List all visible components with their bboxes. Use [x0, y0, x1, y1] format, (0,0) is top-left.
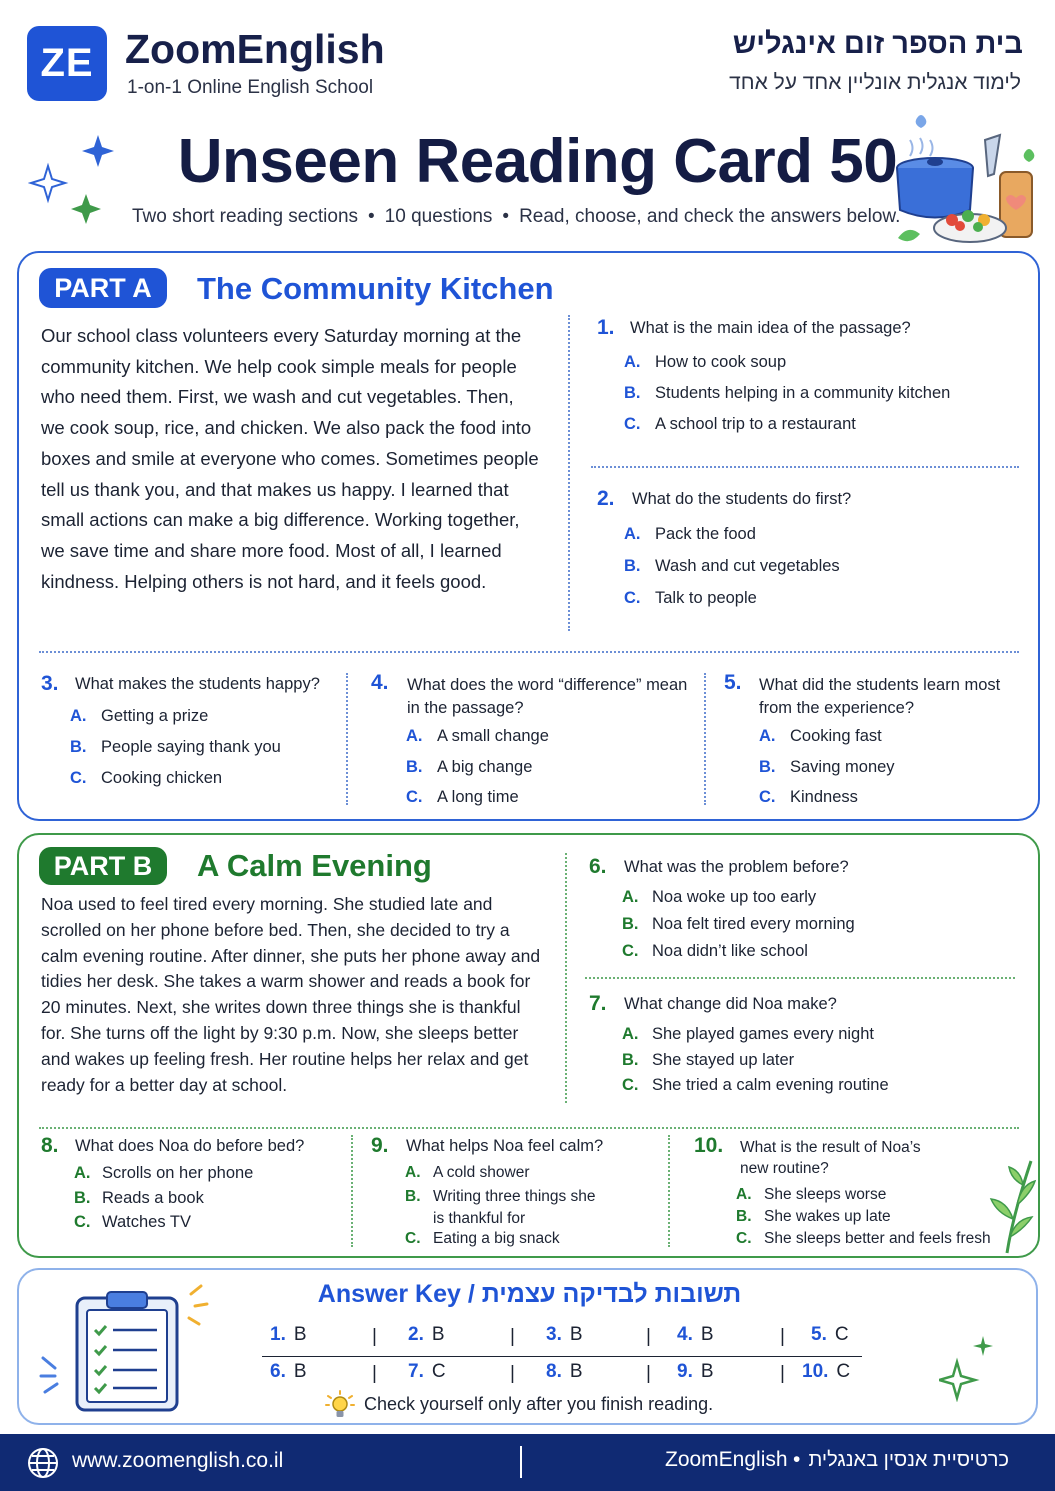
part-b-title: A Calm Evening [197, 848, 432, 883]
part-a-passage: Our school class volunteers every Saturday morning at the community kitchen. We help cook simple meals for people who need them. First, we wash and cut vegetables. Then, we cook soup, rice, and chicken. We also pack the food into boxes and smile at everyone who comes. Sometimes people tell us thank you, and that makes us happy. I learned that small actions can make a big difference. Working together, we save time and share more food. Most of all, I learned kindness. Helping others is not hard, and it feels good. [41, 325, 539, 592]
question-text: What was the problem before? [624, 858, 849, 876]
option-c[interactable]: C. A long time [406, 788, 519, 806]
footer-brand: ZoomEnglish [665, 1448, 788, 1471]
question-7 [589, 992, 1019, 1094]
option-c[interactable]: C. Talk to people [624, 589, 757, 607]
answer-9: 9. B [677, 1361, 714, 1382]
question-number: 4. [371, 671, 389, 694]
brand-tagline: 1-on-1 Online English School [127, 77, 374, 98]
question-5 [724, 671, 1024, 806]
question-10 [694, 1134, 994, 1247]
logo: ZE [27, 26, 107, 101]
divider [351, 1135, 353, 1247]
answer-key-row [262, 1356, 862, 1390]
header [0, 0, 1055, 250]
page-title: Unseen Reading Card 50 [177, 127, 898, 196]
sparkle-icon [28, 132, 118, 227]
answer-separator: | [372, 1363, 377, 1384]
subtitle-line [132, 206, 900, 228]
subline-questions: 10 questions [384, 206, 493, 227]
option-c[interactable]: C. Watches TV [74, 1213, 191, 1231]
divider [39, 651, 1019, 653]
question-4 [371, 671, 701, 806]
footer-divider [520, 1446, 522, 1478]
option-a[interactable]: A. Pack the food [624, 525, 756, 543]
divider [585, 977, 1015, 979]
option-b[interactable]: B. A big change [406, 758, 533, 776]
question-text: What makes the students happy? [75, 675, 320, 693]
brand-name: ZoomEnglish [125, 26, 385, 72]
divider [565, 853, 567, 1103]
answer-separator: | [646, 1363, 651, 1384]
answer-key-note: Check yourself only after you finish reading. [364, 1394, 714, 1414]
clipboard-checklist-icon [39, 1284, 209, 1414]
footer-hebrew-text: כרטיסיית אנסין באנגלית [808, 1449, 1009, 1471]
question-1 [597, 316, 1017, 433]
divider [668, 1135, 670, 1247]
option-c[interactable]: C. A school trip to a restaurant [624, 415, 856, 433]
option-a[interactable]: A. How to cook soup [624, 353, 787, 371]
option-c[interactable]: C. Kindness [759, 788, 858, 806]
answer-separator: | [510, 1326, 515, 1347]
answer-10: 10. C [802, 1361, 851, 1382]
divider [568, 315, 570, 631]
answer-separator: | [646, 1326, 651, 1347]
question-8 [41, 1134, 341, 1231]
answer-5: 5. C [811, 1324, 849, 1345]
option-b[interactable]: B. People saying thank you [70, 738, 281, 756]
option-b[interactable]: B. She wakes up late [736, 1208, 891, 1225]
lightbulb-icon [325, 1390, 355, 1420]
answer-8: 8. B [546, 1361, 583, 1382]
question-9 [371, 1134, 661, 1247]
answer-key-section [17, 1268, 1038, 1425]
hebrew-title: בית הספר זום אינגליש [732, 28, 1023, 60]
question-number: 9. [371, 1134, 389, 1157]
hebrew-subtitle: לימוד אנגלית אונליין אחד על אחד [729, 71, 1021, 94]
footer [0, 1434, 1055, 1491]
part-a-title: The Community Kitchen [197, 271, 554, 306]
part-b-section [17, 833, 1040, 1258]
question-text: What is the result of Noa’s new routine? [740, 1139, 921, 1177]
globe-icon [27, 1447, 59, 1479]
answer-6: 6. B [270, 1361, 307, 1382]
option-a[interactable]: A. Scrolls on her phone [74, 1164, 254, 1182]
answer-4: 4. B [677, 1324, 714, 1345]
question-6 [589, 855, 1019, 960]
option-b[interactable]: B. Saving money [759, 758, 895, 776]
footer-dot: • [793, 1448, 801, 1471]
question-2 [597, 487, 1017, 607]
option-b[interactable]: B. She stayed up later [622, 1051, 795, 1069]
question-number: 2. [597, 487, 615, 510]
option-c[interactable]: C. She tried a calm evening routine [622, 1076, 889, 1094]
option-a[interactable]: A. A cold shower [405, 1164, 530, 1181]
question-text: What does the word “difference” mean in the passage? [407, 676, 688, 717]
answer-separator: | [780, 1326, 785, 1347]
part-a-label: PART A [39, 268, 167, 308]
answer-1: 1. B [270, 1324, 307, 1345]
option-c[interactable]: C. Noa didn’t like school [622, 942, 808, 960]
divider [39, 1127, 1019, 1129]
part-a-section [17, 251, 1040, 821]
cooking-pot-icon [890, 110, 1040, 258]
option-c[interactable]: C. Cooking chicken [70, 769, 223, 787]
option-a[interactable]: A. Getting a prize [70, 707, 209, 725]
part-b-label: PART B [39, 847, 167, 885]
option-c[interactable]: C. Eating a big snack [405, 1230, 560, 1247]
question-text: What do the students do first? [632, 490, 852, 508]
question-text: What is the main idea of the passage? [630, 319, 911, 337]
answer-key-row [262, 1320, 862, 1354]
answer-7: 7. C [408, 1361, 446, 1382]
question-number: 10. [694, 1134, 724, 1157]
question-text: What did the students learn most from the experience? [759, 676, 1001, 717]
question-text: What change did Noa make? [624, 995, 837, 1013]
answer-separator: | [372, 1326, 377, 1347]
question-3 [41, 672, 341, 787]
website-link[interactable]: www.zoomenglish.co.il [72, 1449, 284, 1472]
divider [346, 673, 348, 805]
question-text: What helps Noa feel calm? [406, 1137, 604, 1155]
question-number: 7. [589, 992, 607, 1015]
answer-3: 3. B [546, 1324, 583, 1345]
divider [704, 673, 706, 805]
option-a[interactable]: A. She played games every night [622, 1025, 874, 1043]
option-b[interactable]: B. Reads a book [74, 1189, 204, 1207]
option-b[interactable]: B. Students helping in a community kitchen [624, 384, 951, 402]
subline-dot: • [368, 206, 375, 227]
question-number: 1. [597, 316, 615, 339]
question-number: 6. [589, 855, 607, 878]
divider [591, 466, 1019, 468]
option-a[interactable]: A. Cooking fast [759, 727, 882, 745]
option-b[interactable]: B. Wash and cut vegetables [624, 557, 840, 575]
question-text: What does Noa do before bed? [75, 1137, 305, 1155]
subline-instructions: Read, choose, and check the answers below. [519, 206, 901, 227]
subline-sections: Two short reading sections [132, 206, 359, 227]
option-c[interactable]: C. She sleeps better and feels fresh [736, 1230, 991, 1247]
option-a[interactable]: A. She sleeps worse [736, 1186, 887, 1203]
part-b-passage: Noa used to feel tired every morning. She studied late and scrolled on her phone before bed. Then, she decided to try a calm evening routine. After dinner, she puts her phone away and tidies her desk. She takes a warm shower and reads a book for 20 minutes. Next, she writes down three things she is thankful for. She turns off the light by 9:30 p.m. Now, she sleeps better and wakes up feeling fresh. Her routine helps her relax and get ready for a better day at school. [41, 894, 541, 1095]
answer-separator: | [510, 1363, 515, 1384]
subline-dot: • [502, 206, 510, 227]
option-a[interactable]: A. A small change [406, 727, 549, 745]
answer-key-title: Answer Key / תשובות לבדיקה עצמית [317, 1280, 742, 1308]
leaf-branch-icon [987, 1155, 1039, 1255]
answer-2: 2. B [408, 1324, 445, 1345]
answer-separator: | [780, 1363, 785, 1384]
sparkle-icon [939, 1332, 999, 1402]
option-a[interactable]: A. Noa woke up too early [622, 888, 817, 906]
question-number: 8. [41, 1134, 59, 1157]
question-number: 5. [724, 671, 742, 694]
option-b[interactable]: B. Writing three things she is thankful for [405, 1188, 596, 1227]
option-b[interactable]: B. Noa felt tired every morning [622, 915, 855, 933]
question-number: 3. [41, 672, 59, 695]
